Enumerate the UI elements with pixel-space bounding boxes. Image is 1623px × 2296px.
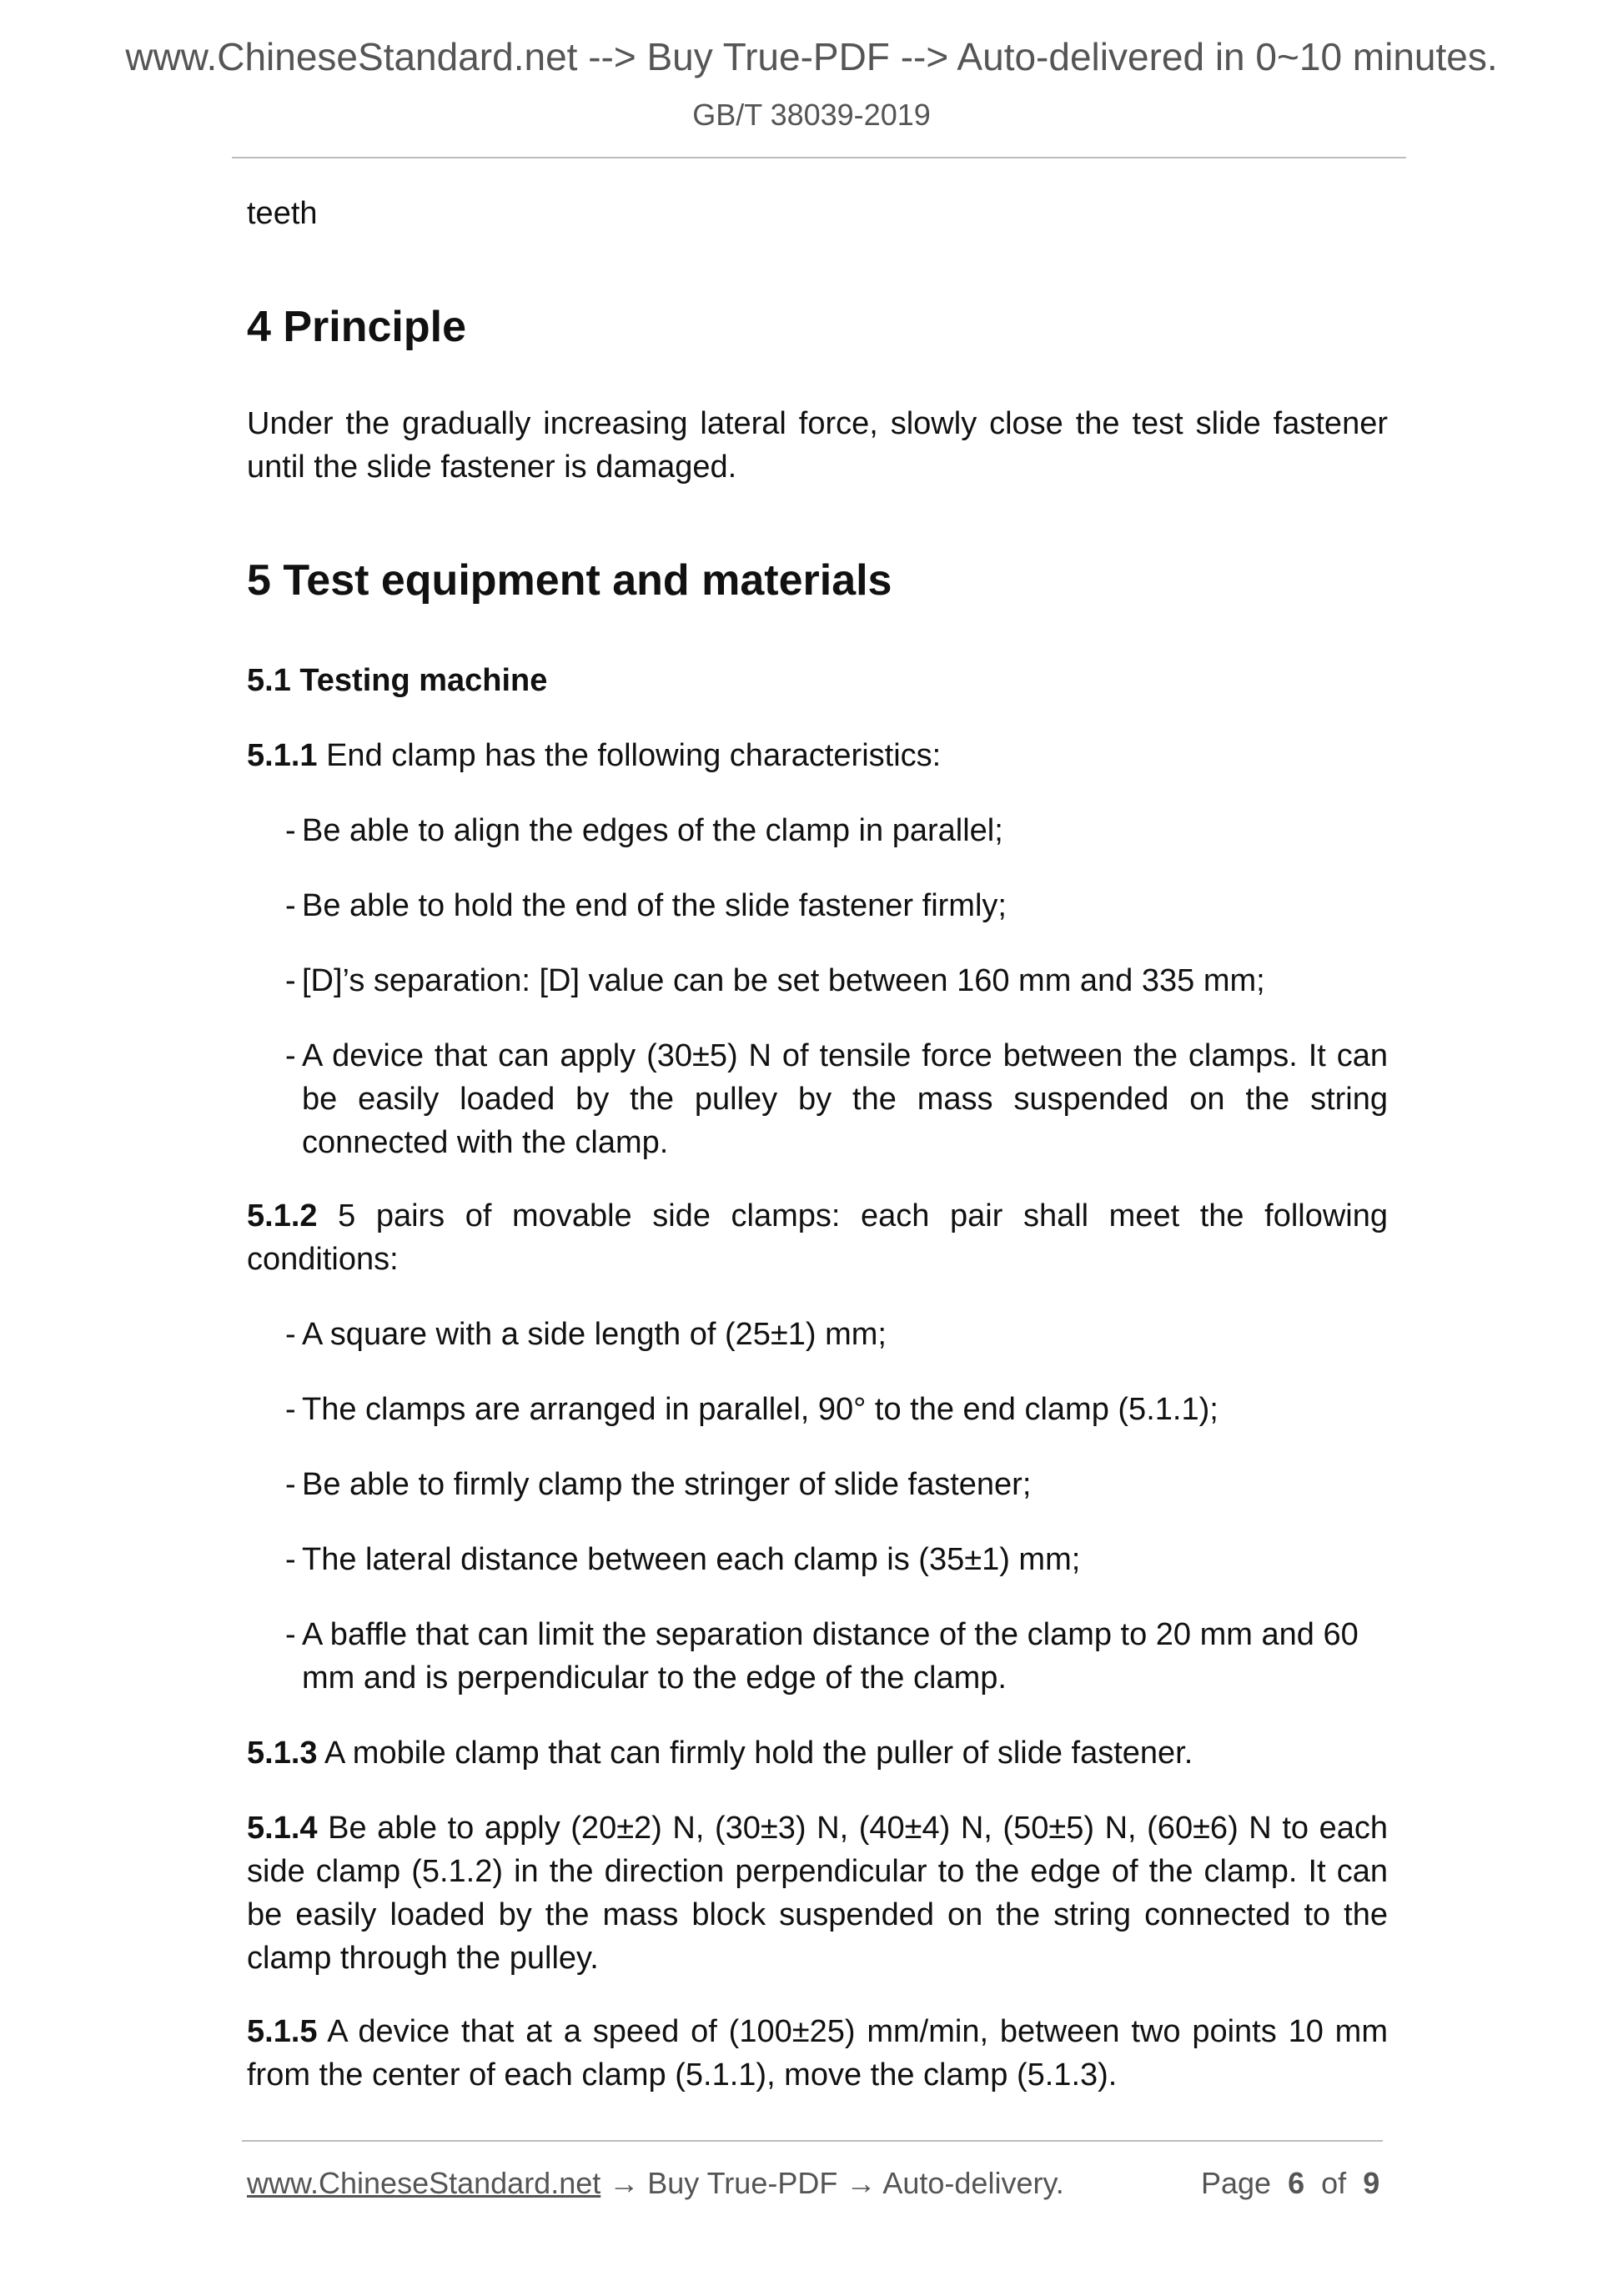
buy-text: Buy True-PDF: [647, 2166, 838, 2200]
page-number: 6: [1288, 2166, 1305, 2200]
clause-number: 5.1.4: [247, 1811, 318, 1846]
list-item: - The lateral distance between each clamp is (35±1) mm;: [285, 1542, 1081, 1577]
clause-5-1-2: [247, 1194, 1388, 1281]
section-4-heading: 4 Principle: [247, 303, 466, 351]
list-item: - A baffle that can limit the separation distance of the clamp to 20 mm and 60 mm and is perpendicular to the edge of the clamp.: [285, 1617, 1359, 1696]
document-id: GB/T 38039-2019: [692, 98, 931, 132]
clause-5-1-5: [247, 2010, 1388, 2097]
clause-number: 5.1.1: [247, 738, 318, 773]
clause-number: 5.1.2: [247, 1198, 318, 1233]
clause-text: A device that at a speed of (100±25) mm/min, between two points 10 mm from the center of each clamp (5.1.1), move the clamp (5.1.3).: [247, 2014, 1388, 2093]
list-item: - A device that can apply (30±5) N of tensile force between the clamps. It can be easily loaded by the pulley by the mass suspended on the string connected with the clamp.: [285, 1038, 1388, 1160]
section-5-1-heading: 5.1 Testing machine: [247, 663, 548, 698]
list-item: - Be able to firmly clamp the stringer of slide fastener;: [285, 1467, 1032, 1502]
list-item: - [D]’s separation: [D] value can be set between 160 mm and 335 mm;: [285, 963, 1265, 998]
section-5-heading: 5 Test equipment and materials: [247, 556, 892, 605]
clause-text: A mobile clamp that can firmly hold the puller of slide fastener.: [317, 1736, 1193, 1771]
list-item: - Be able to hold the end of the slide fastener firmly;: [285, 888, 1007, 923]
site-link[interactable]: www.ChineseStandard.net: [247, 2166, 601, 2200]
page-label: Page: [1201, 2166, 1272, 2200]
clause-text: End clamp has the following characteristics:: [317, 738, 942, 773]
clause-5-1-1: [247, 734, 1388, 777]
clause-5-1-3: [247, 1731, 1388, 1775]
list-item: - Be able to align the edges of the clamp in parallel;: [285, 813, 1003, 848]
section-4-text: Under the gradually increasing lateral force, slowly close the test slide fastener until the slide fastener is damaged.: [247, 406, 1388, 485]
clause-number: 5.1.5: [247, 2014, 318, 2049]
clause-text: 5 pairs of movable side clamps: each pair shall meet the following conditions:: [247, 1198, 1388, 1277]
clause-number: 5.1.3: [247, 1736, 318, 1771]
of-label: of: [1321, 2166, 1347, 2200]
arrow-icon: →: [600, 2166, 648, 2200]
page-total: 9: [1363, 2166, 1380, 2200]
header-divider: [232, 157, 1406, 158]
lead-text: teeth: [247, 196, 318, 231]
clause-text: Be able to apply (20±2) N, (30±3) N, (40±4) N, (50±5) N, (60±6) N to each side clamp (5.1.2) in the direction perpendicular to the edge of the clamp. It can be easily loaded by the mass block suspended on the string connected to the clamp through the pulley.: [247, 1811, 1388, 1976]
footer-links: [247, 2165, 1064, 2202]
site-banner: www.ChineseStandard.net --> Buy True-PDF --> Auto-delivered in 0~10 minutes.: [125, 35, 1498, 78]
page-indicator: [1201, 2165, 1379, 2202]
footer-divider: [242, 2140, 1383, 2142]
list-item: - The clamps are arranged in parallel, 90° to the end clamp (5.1.1);: [285, 1392, 1219, 1427]
delivery-text: Auto-delivery.: [882, 2166, 1064, 2200]
list-item: - A square with a side length of (25±1) mm;: [285, 1317, 887, 1352]
arrow-icon: →: [837, 2166, 883, 2200]
clause-5-1-4: [247, 1806, 1388, 1980]
